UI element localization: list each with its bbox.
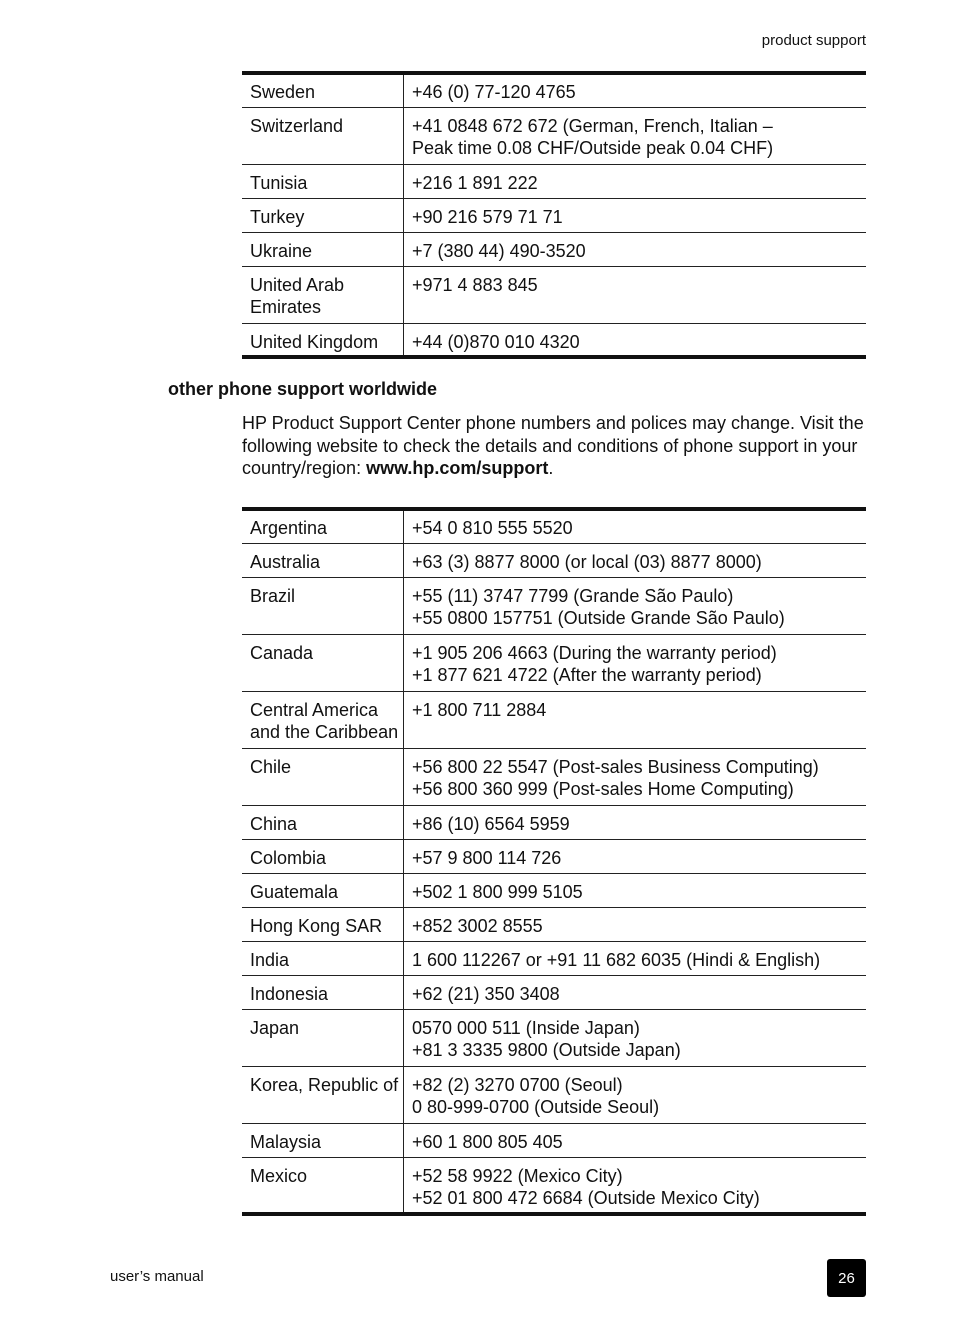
table-row: [242, 543, 866, 577]
number-cell: [404, 577, 867, 634]
number-line: +46 (0) 77-120 4765: [412, 82, 576, 102]
country-cell: [242, 691, 404, 748]
number-line: +52 01 800 472 6684 (Outside Mexico City): [412, 1188, 760, 1208]
country-line: Hong Kong SAR: [250, 915, 383, 936]
number-cell: [404, 873, 867, 907]
country-cell: [242, 975, 404, 1009]
table-row: [242, 839, 866, 873]
number-cell: [404, 198, 867, 232]
table-row: [242, 198, 866, 232]
table-row: [242, 873, 866, 907]
support-url: www.hp.com/support: [366, 458, 549, 478]
number-cell: [404, 805, 867, 839]
country-cell: [242, 577, 404, 634]
table-row: [242, 1123, 866, 1157]
number-cell: [404, 107, 867, 164]
phone-table-worldwide: [242, 507, 866, 1216]
intro-paragraph: [242, 412, 866, 480]
number-line: +63 (3) 8877 8000 (or local (03) 8877 8000): [412, 551, 762, 572]
table-row: [242, 232, 866, 266]
number-cell: [404, 1066, 867, 1123]
country-line: Korea, Republic of: [250, 1074, 399, 1095]
running-header: product support: [761, 32, 866, 49]
number-line: +82 (2) 3270 0700 (Seoul): [412, 1074, 623, 1095]
number-line: +216 1 891 222: [412, 172, 538, 193]
table-row: [242, 73, 866, 107]
intro-text: HP Product Support Center phone numbers and polices may change. Visit the following website to check the details and conditions of phone support in your country/region:: [242, 413, 864, 478]
number-cell: [404, 748, 867, 805]
country-line: Indonesia: [250, 983, 329, 1004]
number-line: +57 9 800 114 726: [412, 847, 562, 868]
table-row: [242, 577, 866, 634]
phone-table-europe: [242, 71, 866, 359]
table-row: [242, 266, 866, 323]
number-line: 0 80-999-0700 (Outside Seoul): [412, 1097, 660, 1117]
country-cell: [242, 198, 404, 232]
table-row: [242, 164, 866, 198]
table-row: [242, 1066, 866, 1123]
country-cell: [242, 232, 404, 266]
country-line: Chile: [250, 756, 292, 777]
country-line: and the Caribbean: [250, 722, 399, 742]
table-row: [242, 323, 866, 357]
number-cell: [404, 941, 867, 975]
number-cell: [404, 1123, 867, 1157]
country-line: Emirates: [250, 297, 322, 317]
country-line: Sweden: [250, 82, 316, 102]
number-line: +971 4 883 845: [412, 274, 538, 295]
number-cell: [404, 232, 867, 266]
number-line: Peak time 0.08 CHF/Outside peak 0.04 CHF): [412, 138, 774, 158]
country-line: Mexico: [250, 1165, 308, 1186]
number-line: +56 800 360 999 (Post-sales Home Computing): [412, 779, 794, 799]
section-heading: other phone support worldwide: [168, 379, 437, 399]
number-cell: [404, 839, 867, 873]
number-line: 0570 000 511 (Inside Japan): [412, 1017, 640, 1038]
country-cell: [242, 509, 404, 543]
country-line: United Arab: [250, 274, 345, 295]
table-row: [242, 748, 866, 805]
number-line: +502 1 800 999 5105: [412, 881, 583, 902]
table-row: [242, 1157, 866, 1214]
number-line: 1 600 112267 or +91 11 682 6035 (Hindi & English): [412, 949, 821, 970]
number-line: +1 800 711 2884: [412, 699, 547, 720]
country-line: Malaysia: [250, 1131, 322, 1152]
country-cell: [242, 1123, 404, 1157]
country-cell: [242, 941, 404, 975]
number-line: +55 (11) 3747 7799 (Grande São Paulo): [412, 585, 734, 606]
country-cell: [242, 73, 404, 107]
number-cell: [404, 1157, 867, 1214]
country-line: Turkey: [250, 206, 305, 227]
number-line: +55 0800 157751 (Outside Grande São Paulo): [412, 608, 785, 628]
table-row: [242, 975, 866, 1009]
country-cell: [242, 164, 404, 198]
number-cell: [404, 691, 867, 748]
country-line: Tunisia: [250, 172, 308, 193]
country-line: Japan: [250, 1017, 300, 1038]
country-cell: [242, 266, 404, 323]
number-line: +81 3 3335 9800 (Outside Japan): [412, 1040, 681, 1060]
number-line: +86 (10) 6564 5959: [412, 813, 570, 834]
number-cell: [404, 509, 867, 543]
country-line: Guatemala: [250, 881, 339, 902]
number-cell: [404, 907, 867, 941]
table-row: [242, 691, 866, 748]
number-cell: [404, 323, 867, 357]
number-line: +62 (21) 350 3408: [412, 983, 560, 1004]
number-line: +852 3002 8555: [412, 915, 543, 936]
country-line: China: [250, 813, 298, 834]
number-cell: [404, 634, 867, 691]
number-line: +41 0848 672 672 (German, French, Italian –: [412, 115, 773, 136]
number-cell: [404, 73, 867, 107]
page-number-badge: 26: [827, 1259, 866, 1297]
country-line: United Kingdom: [250, 331, 379, 352]
country-line: Canada: [250, 642, 314, 663]
table-row: [242, 509, 866, 543]
table-row: [242, 941, 866, 975]
country-cell: [242, 1157, 404, 1214]
table-row: [242, 107, 866, 164]
footer-manual-label: user’s manual: [110, 1268, 204, 1285]
country-line: Ukraine: [250, 240, 313, 261]
country-line: Argentina: [250, 518, 328, 538]
country-line: Switzerland: [250, 115, 344, 136]
number-cell: [404, 975, 867, 1009]
number-line: +1 877 621 4722 (After the warranty period): [412, 665, 762, 685]
country-cell: [242, 634, 404, 691]
country-cell: [242, 839, 404, 873]
country-line: Australia: [250, 551, 321, 572]
country-cell: [242, 748, 404, 805]
country-cell: [242, 107, 404, 164]
country-cell: [242, 543, 404, 577]
number-line: +1 905 206 4663 (During the warranty period): [412, 642, 777, 663]
country-cell: [242, 805, 404, 839]
number-cell: [404, 1009, 867, 1066]
number-line: +44 (0)870 010 4320: [412, 331, 580, 352]
number-cell: [404, 266, 867, 323]
intro-end: .: [548, 458, 554, 478]
country-line: Central America: [250, 699, 379, 720]
number-line: +7 (380 44) 490-3520: [412, 240, 586, 261]
number-cell: [404, 543, 867, 577]
country-line: India: [250, 949, 290, 970]
country-cell: [242, 1009, 404, 1066]
country-line: Colombia: [250, 847, 327, 868]
number-line: +52 58 9922 (Mexico City): [412, 1165, 623, 1186]
country-cell: [242, 907, 404, 941]
number-line: +54 0 810 555 5520: [412, 518, 573, 538]
country-cell: [242, 873, 404, 907]
number-line: +60 1 800 805 405: [412, 1131, 563, 1152]
country-cell: [242, 1066, 404, 1123]
table-row: [242, 634, 866, 691]
table-row: [242, 1009, 866, 1066]
number-cell: [404, 164, 867, 198]
number-line: +56 800 22 5547 (Post-sales Business Computing): [412, 756, 819, 777]
number-line: +90 216 579 71 71: [412, 206, 563, 227]
country-line: Brazil: [250, 585, 296, 606]
table-row: [242, 805, 866, 839]
country-cell: [242, 323, 404, 357]
table-row: [242, 907, 866, 941]
